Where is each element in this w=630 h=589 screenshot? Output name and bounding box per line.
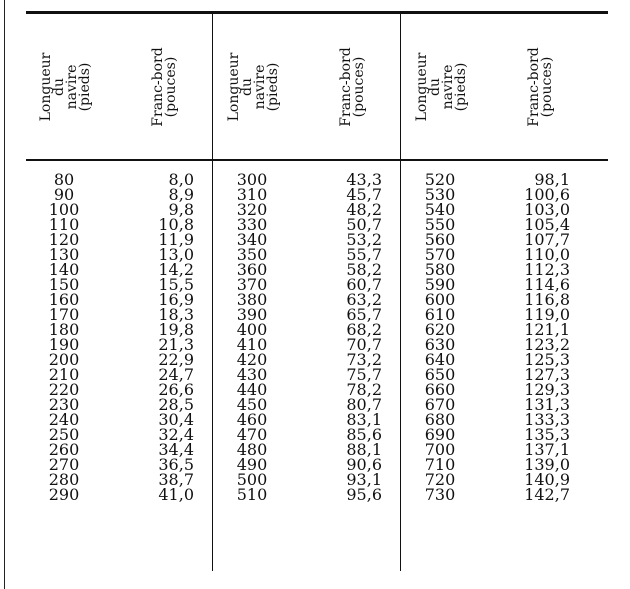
freeboard-cell: 70,7 [346,335,382,354]
ship-length-cell: 350 [236,245,268,264]
ship-length-cell: 520 [424,170,456,189]
table-rows [214,172,382,502]
freeboard-cell: 19,8 [158,320,194,339]
table-rows [402,172,570,502]
ship-length-cell: 570 [424,245,456,264]
freeboard-cell: 105,4 [524,215,570,234]
ship-length-cell: 450 [236,395,268,414]
freeboard-cell: 68,2 [346,320,382,339]
table-group-2 [214,172,382,502]
freeboard-cell: 127,3 [524,365,570,384]
freeboard-cell: 93,1 [346,470,382,489]
ship-length-cell: 240 [48,410,80,429]
freeboard-cell: 58,2 [346,260,382,279]
ship-length-cell: 580 [424,260,456,279]
ship-length-cell: 620 [424,320,456,339]
ship-length-cell: 220 [48,380,80,399]
freeboard-cell: 32,4 [158,425,194,444]
ship-length-cell: 110 [48,215,80,234]
freeboard-cell: 8,0 [168,170,194,189]
freeboard-cell: 85,6 [346,425,382,444]
freeboard-cell: 21,3 [158,335,194,354]
ship-length-cell: 720 [424,470,456,489]
ship-length-cell: 320 [236,200,268,219]
freeboard-cell: 78,2 [346,380,382,399]
table-group-1 [26,172,194,502]
header-freeboard [506,19,576,155]
freeboard-cell: 16,9 [158,290,194,309]
freeboard-cell: 133,3 [524,410,570,429]
freeboard-cell: 38,7 [158,470,194,489]
ship-length-cell: 100 [48,200,80,219]
ship-length-cell: 160 [48,290,80,309]
ship-length-cell: 130 [48,245,80,264]
freeboard-cell: 18,3 [158,305,194,324]
ship-length-cell: 560 [424,230,456,249]
freeboard-cell: 30,4 [158,410,194,429]
ship-length-cell: 610 [424,305,456,324]
freeboard-cell: 83,1 [346,410,382,429]
freeboard-cell: 8,9 [168,185,194,204]
freeboard-cell: 26,6 [158,380,194,399]
ship-length-cell: 700 [424,440,456,459]
freeboard-cell: 119,0 [524,305,570,324]
freeboard-cell: 13,0 [158,245,194,264]
freeboard-cell: 15,5 [158,275,194,294]
ship-length-cell: 640 [424,350,456,369]
ship-length-cell: 380 [236,290,268,309]
freeboard-cell: 88,1 [346,440,382,459]
ship-length-cell: 370 [236,275,268,294]
table-top-rule [26,11,608,14]
freeboard-cell: 140,9 [524,470,570,489]
ship-length-cell: 170 [48,305,80,324]
ship-length-cell: 270 [48,455,80,474]
ship-length-cell: 300 [236,170,268,189]
freeboard-cell: 137,1 [524,440,570,459]
freeboard-cell: 116,8 [524,290,570,309]
ship-length-cell: 600 [424,290,456,309]
ship-length-cell: 340 [236,230,268,249]
header-freeboard-text: Franc-bord (pouces) [526,47,555,127]
ship-length-cell: 250 [48,425,80,444]
ship-length-cell: 470 [236,425,268,444]
header-length [407,19,477,155]
header-bottom-rule [26,159,608,161]
ship-length-cell: 210 [48,365,80,384]
table-row [402,487,570,502]
freeboard-cell: 103,0 [524,200,570,219]
freeboard-cell: 43,3 [346,170,382,189]
ship-length-cell: 420 [236,350,268,369]
freeboard-cell: 139,0 [524,455,570,474]
header-freeboard-text: Franc-bord (pouces) [338,47,367,127]
column-group-divider [400,11,401,571]
freeboard-cell: 48,2 [346,200,382,219]
ship-length-cell: 530 [424,185,456,204]
ship-length-cell: 290 [48,485,80,504]
ship-length-cell: 730 [424,485,456,504]
freeboard-cell: 131,3 [524,395,570,414]
freeboard-cell: 114,6 [524,275,570,294]
ship-length-cell: 230 [48,395,80,414]
ship-length-cell: 330 [236,215,268,234]
freeboard-cell: 110,0 [524,245,570,264]
header-length-text: Longueur du navire (pieds) [414,52,469,122]
ship-length-cell: 550 [424,215,456,234]
ship-length-cell: 480 [236,440,268,459]
ship-length-cell: 670 [424,395,456,414]
freeboard-cell: 22,9 [158,350,194,369]
ship-length-cell: 440 [236,380,268,399]
freeboard-cell: 60,7 [346,275,382,294]
header-freeboard [318,19,388,155]
ship-length-cell: 690 [424,425,456,444]
freeboard-cell: 121,1 [524,320,570,339]
ship-length-cell: 90 [53,185,75,204]
ship-length-cell: 280 [48,470,80,489]
ship-length-cell: 540 [424,200,456,219]
freeboard-cell: 73,2 [346,350,382,369]
freeboard-cell: 28,5 [158,395,194,414]
ship-length-cell: 390 [236,305,268,324]
freeboard-cell: 11,9 [158,230,194,249]
table-group-3 [402,172,570,502]
ship-length-cell: 80 [53,170,75,189]
ship-length-cell: 410 [236,335,268,354]
ship-length-cell: 630 [424,335,456,354]
ship-length-cell: 490 [236,455,268,474]
ship-length-cell: 510 [236,485,268,504]
freeboard-cell: 65,7 [346,305,382,324]
table-row [214,487,382,502]
table-rows [26,172,194,502]
freeboard-cell: 107,7 [524,230,570,249]
header-length [219,19,289,155]
ship-length-cell: 360 [236,260,268,279]
ship-length-cell: 710 [424,455,456,474]
freeboard-cell: 63,2 [346,290,382,309]
ship-length-cell: 590 [424,275,456,294]
freeboard-cell: 80,7 [346,395,382,414]
freeboard-cell: 41,0 [158,485,194,504]
header-length-text: Longueur du navire (pieds) [38,52,93,122]
ship-length-cell: 180 [48,320,80,339]
freeboard-cell: 24,7 [158,365,194,384]
page-margin-line [4,0,5,589]
ship-length-cell: 400 [236,320,268,339]
freeboard-cell: 90,6 [346,455,382,474]
freeboard-cell: 112,3 [524,260,570,279]
ship-length-cell: 190 [48,335,80,354]
freeboard-cell: 142,7 [524,485,570,504]
freeboard-cell: 36,5 [158,455,194,474]
freeboard-cell: 34,4 [158,440,194,459]
column-group-divider [212,11,213,571]
ship-length-cell: 310 [236,185,268,204]
freeboard-cell: 125,3 [524,350,570,369]
ship-length-cell: 680 [424,410,456,429]
ship-length-cell: 650 [424,365,456,384]
header-length-text: Longueur du navire (pieds) [226,52,281,122]
freeboard-cell: 98,1 [534,170,570,189]
freeboard-cell: 129,3 [524,380,570,399]
freeboard-table [26,11,608,571]
header-freeboard-text: Franc-bord (pouces) [150,47,179,127]
ship-length-cell: 500 [236,470,268,489]
freeboard-cell: 100,6 [524,185,570,204]
ship-length-cell: 660 [424,380,456,399]
header-length [31,19,101,155]
header-freeboard [130,19,200,155]
freeboard-cell: 53,2 [346,230,382,249]
freeboard-cell: 95,6 [346,485,382,504]
freeboard-cell: 14,2 [158,260,194,279]
freeboard-cell: 45,7 [346,185,382,204]
ship-length-cell: 120 [48,230,80,249]
freeboard-cell: 55,7 [346,245,382,264]
freeboard-cell: 123,2 [524,335,570,354]
freeboard-cell: 9,8 [168,200,194,219]
freeboard-cell: 10,8 [158,215,194,234]
table-row [26,487,194,502]
ship-length-cell: 150 [48,275,80,294]
ship-length-cell: 200 [48,350,80,369]
freeboard-cell: 135,3 [524,425,570,444]
freeboard-cell: 75,7 [346,365,382,384]
ship-length-cell: 140 [48,260,80,279]
ship-length-cell: 260 [48,440,80,459]
freeboard-cell: 50,7 [346,215,382,234]
ship-length-cell: 430 [236,365,268,384]
ship-length-cell: 460 [236,410,268,429]
